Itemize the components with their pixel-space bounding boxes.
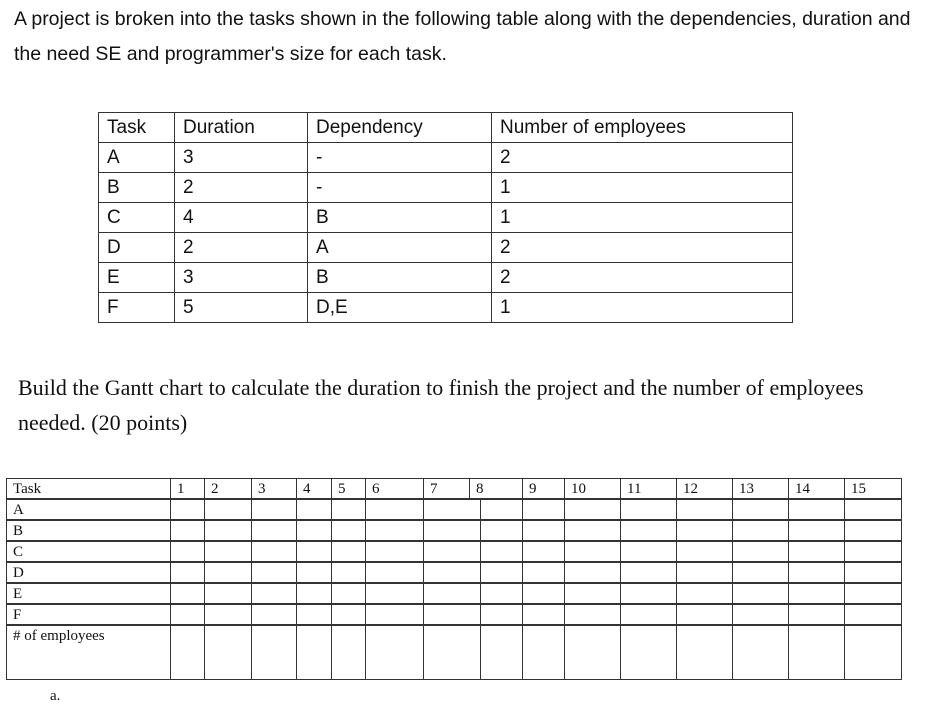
table-cell: 5 bbox=[175, 293, 308, 323]
period-header: 11 bbox=[620, 478, 677, 499]
period-header: 7 bbox=[423, 478, 470, 499]
gantt-cell[interactable] bbox=[676, 499, 733, 520]
gantt-cell[interactable] bbox=[480, 499, 523, 520]
row-label: A bbox=[6, 499, 171, 520]
task-row bbox=[99, 263, 793, 293]
gantt-cell[interactable] bbox=[365, 562, 424, 583]
header-row bbox=[99, 113, 793, 143]
row-label: Task bbox=[6, 478, 171, 499]
row-label: B bbox=[6, 520, 171, 541]
task-row bbox=[99, 293, 793, 323]
row-label: D bbox=[6, 562, 171, 583]
gantt-cell[interactable] bbox=[251, 541, 297, 562]
gantt-cell[interactable] bbox=[620, 499, 677, 520]
table-cell: - bbox=[308, 173, 492, 203]
row-label: # of employees bbox=[6, 625, 171, 680]
period-header: 14 bbox=[788, 478, 845, 499]
gantt-cell[interactable] bbox=[480, 520, 523, 541]
gantt-cell[interactable] bbox=[788, 520, 845, 541]
gantt-cell[interactable] bbox=[423, 520, 481, 541]
task-row bbox=[99, 233, 793, 263]
gantt-cell[interactable] bbox=[251, 499, 297, 520]
table-cell: 2 bbox=[492, 233, 793, 263]
gantt-cell[interactable] bbox=[170, 520, 205, 541]
gantt-cell[interactable] bbox=[522, 520, 565, 541]
gantt-cell[interactable] bbox=[365, 625, 424, 680]
gantt-cell[interactable] bbox=[788, 604, 845, 625]
gantt-cell[interactable] bbox=[564, 520, 621, 541]
gantt-cell[interactable] bbox=[480, 625, 523, 680]
gantt-cell[interactable] bbox=[204, 499, 252, 520]
gantt-cell[interactable] bbox=[296, 625, 332, 680]
gantt-cell[interactable] bbox=[296, 499, 332, 520]
gantt-cell[interactable] bbox=[365, 583, 424, 604]
gantt-cell[interactable] bbox=[170, 625, 205, 680]
gantt-cell[interactable] bbox=[844, 541, 902, 562]
period-header: 10 bbox=[564, 478, 621, 499]
table-cell: - bbox=[308, 143, 492, 173]
period-header: 9 bbox=[522, 478, 565, 499]
period-header: 13 bbox=[732, 478, 789, 499]
gantt-cell[interactable] bbox=[620, 583, 677, 604]
gantt-cell[interactable] bbox=[844, 604, 902, 625]
gantt-cell[interactable] bbox=[296, 541, 332, 562]
table-cell: F bbox=[99, 293, 175, 323]
gantt-cell[interactable] bbox=[564, 541, 621, 562]
gantt-cell[interactable] bbox=[480, 583, 523, 604]
gantt-cell[interactable] bbox=[732, 499, 789, 520]
table-cell: 1 bbox=[492, 203, 793, 233]
gantt-cell[interactable] bbox=[296, 583, 332, 604]
table-cell: 2 bbox=[175, 173, 308, 203]
intro-text: A project is broken into the tasks shown in the following table along with the dependencies, duration and the need SE and programmer's size for each task. bbox=[14, 8, 911, 65]
gantt-cell[interactable] bbox=[331, 583, 366, 604]
period-header: 8 bbox=[469, 478, 523, 499]
gantt-cell[interactable] bbox=[480, 541, 523, 562]
gantt-cell[interactable] bbox=[423, 604, 481, 625]
period-header: 5 bbox=[331, 478, 366, 499]
gantt-cell[interactable] bbox=[296, 562, 332, 583]
table-cell: D bbox=[99, 233, 175, 263]
task-table bbox=[98, 112, 793, 323]
gantt-cell[interactable] bbox=[522, 499, 565, 520]
column-header: Number of employees bbox=[492, 113, 793, 143]
table-cell: 2 bbox=[175, 233, 308, 263]
table-cell: 1 bbox=[492, 293, 793, 323]
table-cell: 4 bbox=[175, 203, 308, 233]
gantt-cell[interactable] bbox=[331, 541, 366, 562]
gantt-cell[interactable] bbox=[423, 625, 481, 680]
gantt-cell[interactable] bbox=[564, 499, 621, 520]
gantt-cell[interactable] bbox=[204, 541, 252, 562]
gantt-cell[interactable] bbox=[331, 604, 366, 625]
task-row bbox=[99, 143, 793, 173]
gantt-cell[interactable] bbox=[522, 604, 565, 625]
row-label: F bbox=[6, 604, 171, 625]
gantt-cell[interactable] bbox=[676, 583, 733, 604]
gantt-cell[interactable] bbox=[331, 625, 366, 680]
period-header: 4 bbox=[296, 478, 332, 499]
gantt-cell[interactable] bbox=[522, 562, 565, 583]
task-row bbox=[99, 173, 793, 203]
gantt-cell[interactable] bbox=[732, 604, 789, 625]
column-header: Task bbox=[99, 113, 175, 143]
gantt-cell[interactable] bbox=[204, 625, 252, 680]
table-cell: B bbox=[308, 203, 492, 233]
period-header: 15 bbox=[844, 478, 902, 499]
period-header: 1 bbox=[170, 478, 205, 499]
period-header: 3 bbox=[251, 478, 297, 499]
column-header: Dependency bbox=[308, 113, 492, 143]
gantt-cell[interactable] bbox=[480, 562, 523, 583]
row-label: E bbox=[6, 583, 171, 604]
gantt-cell[interactable] bbox=[365, 499, 424, 520]
table-cell: 2 bbox=[492, 263, 793, 293]
period-header: 12 bbox=[676, 478, 733, 499]
gantt-cell[interactable] bbox=[251, 520, 297, 541]
period-header: 2 bbox=[204, 478, 252, 499]
gantt-cell[interactable] bbox=[296, 520, 332, 541]
answer-label: a. bbox=[50, 688, 61, 704]
question-text: Build the Gantt chart to calculate the duration to finish the project and the number of employees needed. (20 points) bbox=[18, 375, 864, 435]
gantt-cell[interactable] bbox=[170, 499, 205, 520]
gantt-cell[interactable] bbox=[844, 583, 902, 604]
gantt-cell[interactable] bbox=[732, 562, 789, 583]
gantt-cell[interactable] bbox=[732, 625, 789, 680]
row-label: C bbox=[6, 541, 171, 562]
gantt-cell[interactable] bbox=[423, 583, 481, 604]
table-cell: A bbox=[308, 233, 492, 263]
gantt-cell[interactable] bbox=[522, 541, 565, 562]
gantt-cell[interactable] bbox=[844, 562, 902, 583]
gantt-cell[interactable] bbox=[331, 562, 366, 583]
gantt-cell[interactable] bbox=[423, 499, 481, 520]
gantt-cell[interactable] bbox=[620, 625, 677, 680]
gantt-cell[interactable] bbox=[204, 520, 252, 541]
gantt-cell[interactable] bbox=[204, 562, 252, 583]
gantt-cell[interactable] bbox=[564, 583, 621, 604]
gantt-cell[interactable] bbox=[170, 541, 205, 562]
gantt-cell[interactable] bbox=[676, 625, 733, 680]
gantt-cell[interactable] bbox=[844, 625, 902, 680]
table-cell: B bbox=[99, 173, 175, 203]
gantt-cell[interactable] bbox=[676, 562, 733, 583]
gantt-cell[interactable] bbox=[522, 583, 565, 604]
gantt-cell[interactable] bbox=[788, 499, 845, 520]
gantt-cell[interactable] bbox=[788, 625, 845, 680]
table-cell: E bbox=[99, 263, 175, 293]
gantt-cell[interactable] bbox=[480, 604, 523, 625]
gantt-cell[interactable] bbox=[732, 520, 789, 541]
table-cell: D,E bbox=[308, 293, 492, 323]
gantt-cell[interactable] bbox=[331, 520, 366, 541]
gantt-cell[interactable] bbox=[331, 499, 366, 520]
gantt-cell[interactable] bbox=[170, 562, 205, 583]
gantt-cell[interactable] bbox=[251, 583, 297, 604]
table-cell: A bbox=[99, 143, 175, 173]
gantt-cell[interactable] bbox=[788, 583, 845, 604]
gantt-cell[interactable] bbox=[844, 499, 902, 520]
gantt-cell[interactable] bbox=[620, 562, 677, 583]
gantt-cell[interactable] bbox=[676, 541, 733, 562]
gantt-cell[interactable] bbox=[365, 541, 424, 562]
table-cell: 3 bbox=[175, 143, 308, 173]
gantt-cell[interactable] bbox=[522, 625, 565, 680]
gantt-cell[interactable] bbox=[620, 520, 677, 541]
gantt-cell[interactable] bbox=[423, 562, 481, 583]
table-cell: C bbox=[99, 203, 175, 233]
table-cell: B bbox=[308, 263, 492, 293]
gantt-cell[interactable] bbox=[788, 541, 845, 562]
gantt-cell[interactable] bbox=[423, 541, 481, 562]
column-header: Duration bbox=[175, 113, 308, 143]
gantt-cell[interactable] bbox=[170, 604, 205, 625]
gantt-cell[interactable] bbox=[788, 562, 845, 583]
gantt-cell[interactable] bbox=[365, 520, 424, 541]
gantt-cell[interactable] bbox=[251, 562, 297, 583]
gantt-cell[interactable] bbox=[251, 625, 297, 680]
gantt-cell[interactable] bbox=[676, 520, 733, 541]
table-cell: 1 bbox=[492, 173, 793, 203]
gantt-cell[interactable] bbox=[251, 604, 297, 625]
gantt-cell[interactable] bbox=[676, 604, 733, 625]
gantt-cell[interactable] bbox=[732, 541, 789, 562]
gantt-cell[interactable] bbox=[204, 604, 252, 625]
period-header: 6 bbox=[365, 478, 424, 499]
gantt-cell[interactable] bbox=[620, 604, 677, 625]
gantt-cell[interactable] bbox=[564, 604, 621, 625]
gantt-cell[interactable] bbox=[564, 625, 621, 680]
gantt-cell[interactable] bbox=[296, 604, 332, 625]
gantt-cell[interactable] bbox=[620, 541, 677, 562]
gantt-cell[interactable] bbox=[564, 562, 621, 583]
gantt-cell[interactable] bbox=[365, 604, 424, 625]
task-row bbox=[99, 203, 793, 233]
table-cell: 2 bbox=[492, 143, 793, 173]
table-cell: 3 bbox=[175, 263, 308, 293]
gantt-cell[interactable] bbox=[844, 520, 902, 541]
gantt-cell[interactable] bbox=[732, 583, 789, 604]
gantt-cell[interactable] bbox=[204, 583, 252, 604]
gantt-cell[interactable] bbox=[170, 583, 205, 604]
